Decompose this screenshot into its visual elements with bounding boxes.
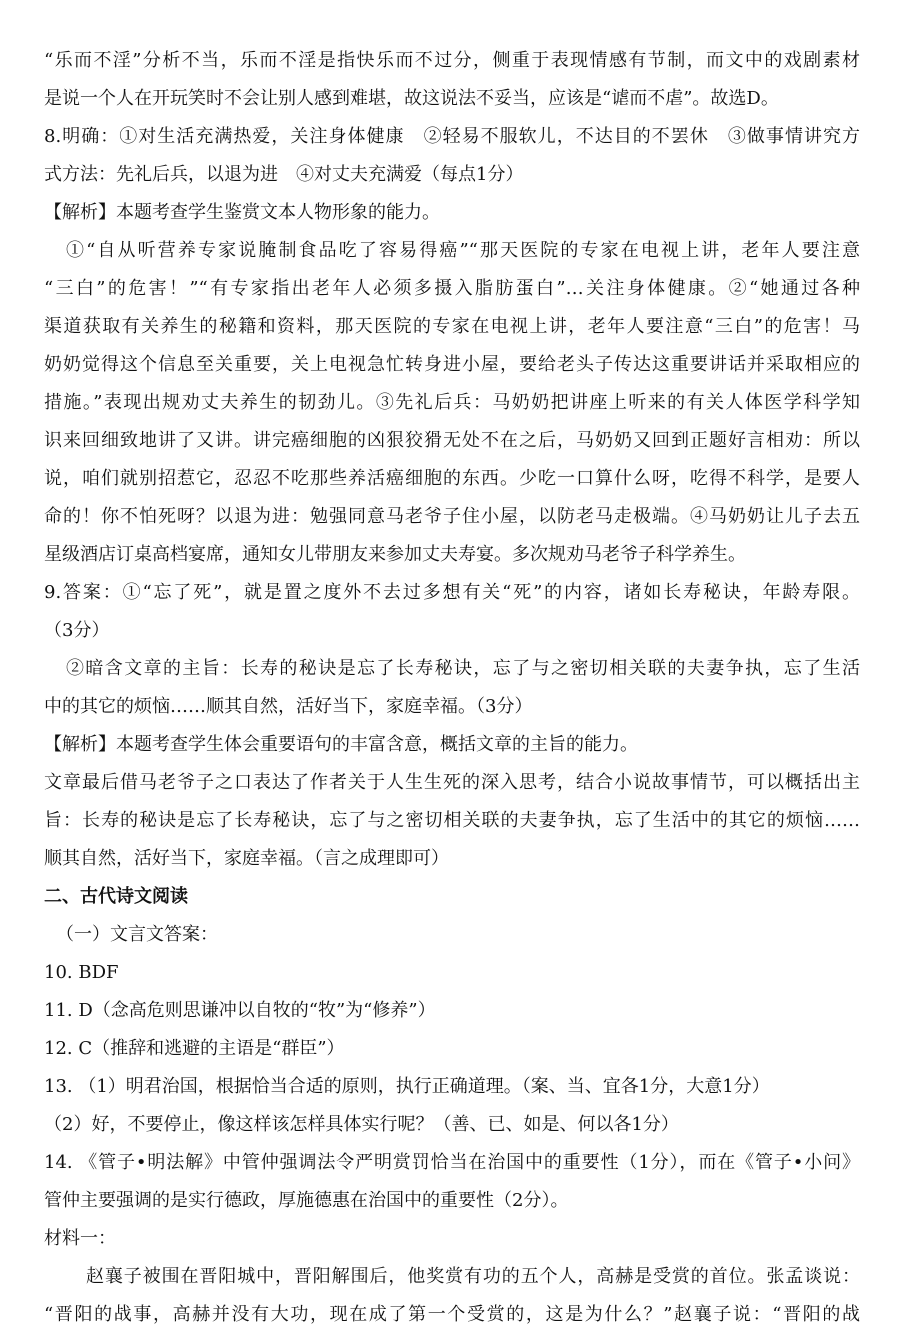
text-line: 赵襄子被围在晋阳城中，晋阳解围后，他奖赏有功的五个人，高赫是受赏的首位。张孟谈说：: [86, 1266, 860, 1287]
text-line: 顺其自然，活好当下，家庭幸福。（言之成理即可）: [44, 848, 449, 869]
text-line: ②暗含文章的主旨：长寿的秘诀是忘了长寿秘诀，忘了与之密切相关联的夫妻争执，忘了生活: [66, 658, 860, 679]
text-line: 旨：长寿的秘诀是忘了长寿秘诀，忘了与之密切相关联的夫妻争执，忘了生活中的其它的烦恼……: [44, 810, 860, 831]
text-line: 式方法：先礼后兵，以退为进 ④对丈夫充满爱（每点1分）: [44, 164, 524, 185]
text-line: （3分）: [44, 620, 110, 641]
text-line: 11. D（念高危则思谦冲以自牧的“牧”为“修养”）: [44, 1000, 436, 1021]
text-line: 12. C（推辞和逃避的主语是“群臣”）: [44, 1038, 345, 1059]
text-line: “乐而不淫”分析不当，乐而不淫是指快乐而不过分，侧重于表现情感有节制，而文中的戏剧素材: [44, 50, 860, 71]
text-line: 渠道获取有关养生的秘籍和资料，那天医院的专家在电视上讲，老年人要注意“三白”的危害！马: [44, 316, 860, 337]
text-line: 管仲主要强调的是实行德政，厚施德惠在治国中的重要性（2分）。: [44, 1190, 569, 1211]
text-line: （2）好，不要停止，像这样该怎样具体实行呢？（善、已、如是、何以各1分）: [44, 1114, 679, 1135]
text-line: 说，咱们就别招惹它，忍忍不吃那些养活癌细胞的东西。少吃一口算什么呀，吃得不科学，是要人: [44, 468, 860, 489]
text-line: 13. （1）明君治国，根据恰当合适的原则，执行正确道理。（案、当、宜各1分，大意1分）: [44, 1076, 770, 1097]
text-line: 9.答案：①“忘了死”，就是置之度外不去过多想有关“死”的内容，诸如长寿秘诀，年龄寿限。: [44, 582, 860, 603]
text-line: 识来回细致地讲了又讲。讲完癌细胞的凶狠狡猾无处不在之后，马奶奶又回到正题好言相劝：所以: [44, 430, 860, 451]
text-line: 星级酒店订桌高档宴席，通知女儿带朋友来参加丈夫寿宴。多次规劝马老爷子科学养生。: [44, 544, 746, 565]
text-line: “三白”的危害！”“有专家指出老年人必须多摄入脂肪蛋白”…关注身体健康。②“她通过各种: [44, 278, 860, 299]
text-line: 措施。”表现出规劝丈夫养生的韧劲儿。③先礼后兵：马奶奶把讲座上听来的有关人体医学科学知: [44, 392, 860, 413]
text-line: 8.明确：①对生活充满热爱，关注身体健康 ②轻易不服软儿，不达目的不罢休 ③做事情讲究方: [44, 126, 860, 147]
text-line: 奶奶觉得这个信息至关重要，关上电视急忙转身进小屋，要给老头子传达这重要讲话并采取相应的: [44, 354, 860, 375]
text-line: 【解析】本题考查学生鉴赏文本人物形象的能力。: [44, 202, 440, 223]
section-heading: 二、古代诗文阅读: [44, 886, 188, 907]
text-line: 材料一：: [44, 1228, 116, 1249]
text-line: 命的！你不怕死呀？以退为进：勉强同意马老爷子住小屋，以防老马走极端。④马奶奶让儿子去五: [44, 506, 860, 527]
text-line: “晋阳的战事，高赫并没有大功，现在成了第一个受赏的，这是为什么？”赵襄子说：“晋阳的战: [44, 1304, 860, 1325]
text-line: 是说一个人在开玩笑时不会让别人感到难堪，故这说法不妥当，应该是“谑而不虐”。故选D。: [44, 88, 779, 109]
text-line: 中的其它的烦恼……顺其自然，活好当下，家庭幸福。（3分）: [44, 696, 533, 717]
text-line: 【解析】本题考查学生体会重要语句的丰富含意，概括文章的主旨的能力。: [44, 734, 638, 755]
text-line: ①“自从听营养专家说腌制食品吃了容易得癌”“那天医院的专家在电视上讲，老年人要注意: [66, 240, 860, 261]
text-line: 14. 《管子•明法解》中管仲强调法令严明赏罚恰当在治国中的重要性（1分），而在《管子•小问》: [44, 1152, 860, 1173]
text-line: 10. BDF: [44, 962, 119, 983]
text-line: （一）文言文答案：: [56, 924, 218, 945]
text-line: 文章最后借马老爷子之口表达了作者关于人生生死的深入思考，结合小说故事情节，可以概括出主: [44, 772, 860, 793]
